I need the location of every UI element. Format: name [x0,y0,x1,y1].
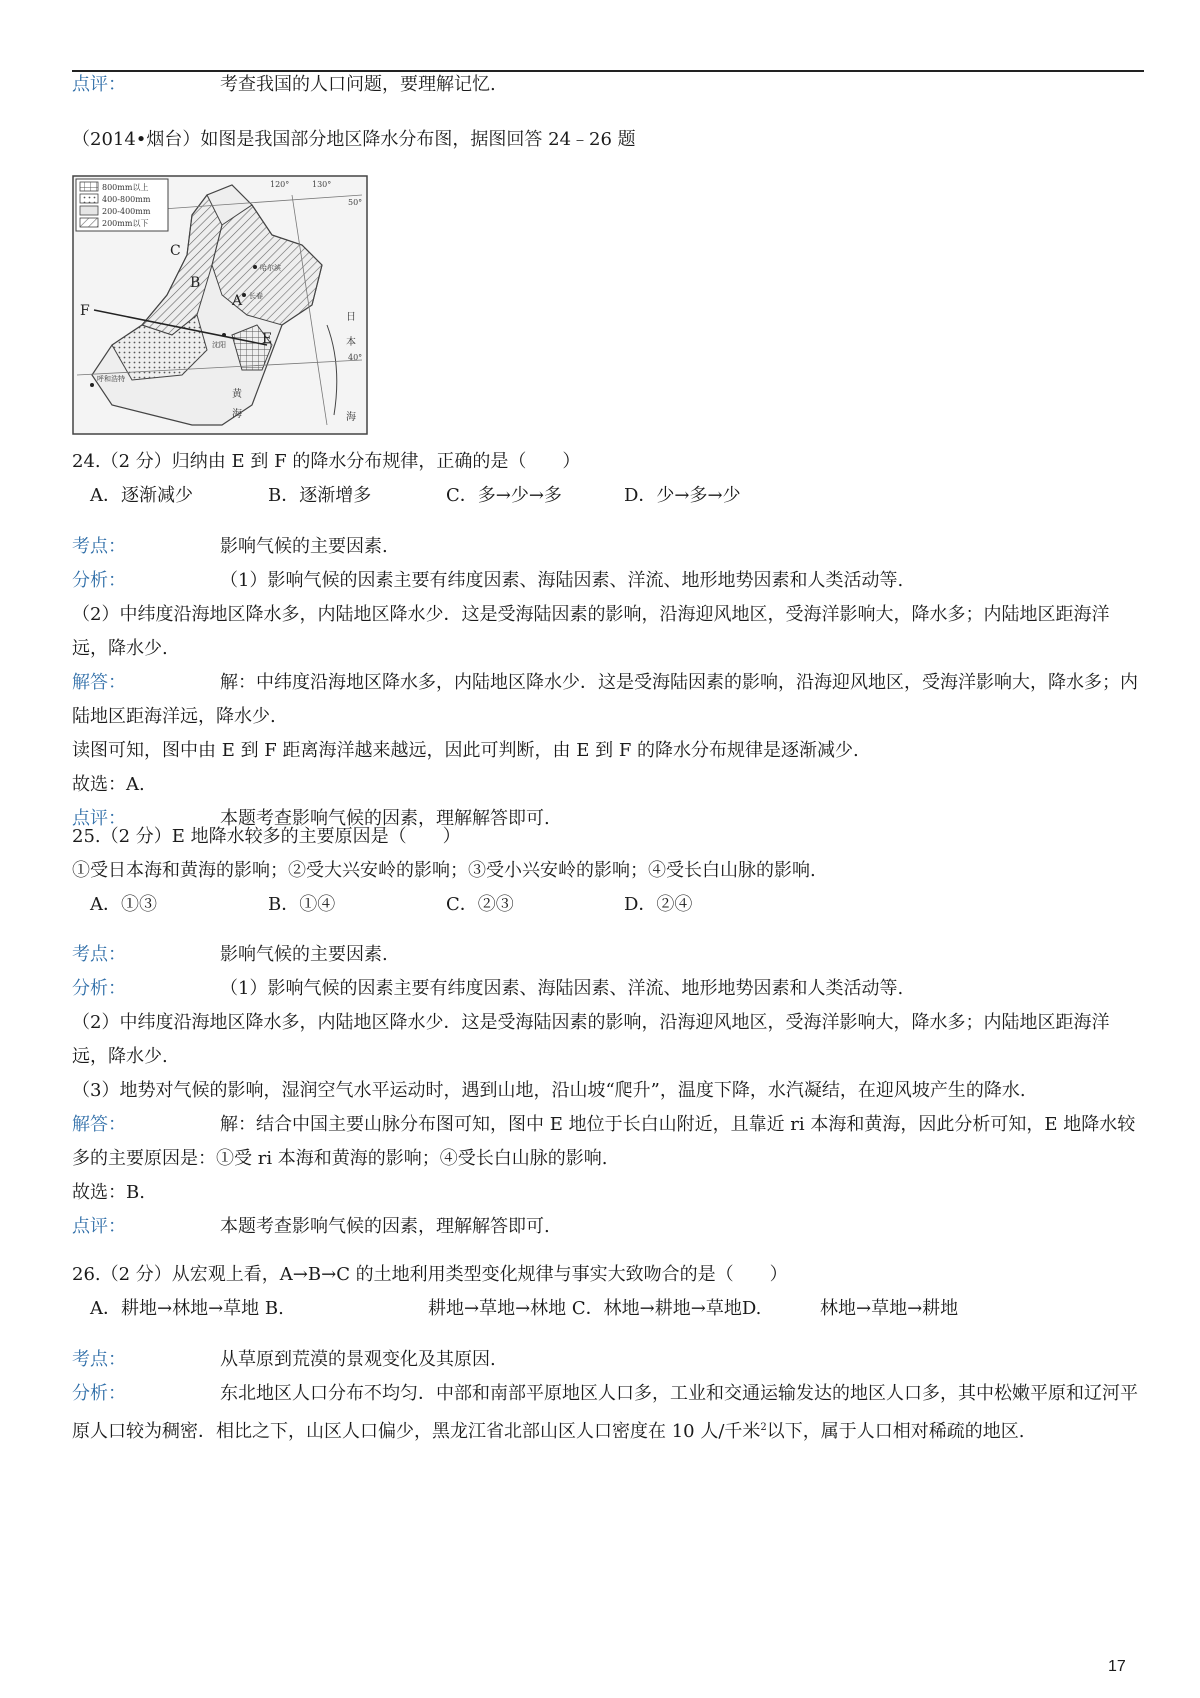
q24-guxuan: 故选：A. [72,774,145,795]
legend-swatch-4 [80,218,98,227]
intro-text: （2014•烟台）如图是我国部分地区降水分布图，据图回答 24﹣26 题 [72,129,636,150]
city-dot [242,293,246,297]
q26-option-b-c: 耕地→草地→林地 C．林地→耕地→草地D. [428,1298,762,1319]
q26-option-d: 林地→草地→耕地 [820,1298,959,1319]
sea-label: 海 [346,412,356,423]
q26-fenxi-label: 分析： [72,1383,126,1404]
legend-text: 400-800mm [102,195,151,204]
precipitation-map [72,175,368,435]
lat-label: 40° [348,353,363,362]
map-letter-b: B [190,275,201,291]
q24-jieda-line-1: 解：中纬度沿海地区降水多，内陆地区降水少．这是受海陆因素的影响，沿海迎风地区，受海洋影响大，降水多；内陆地区距海洋远，降水少. [72,672,1138,727]
q25-option-d: D．②④ [624,894,693,915]
city-label: 呼和浩特 [97,375,125,383]
q25-dianping-label: 点评： [72,1216,126,1237]
q25-fenxi-line-2: （2）中纬度沿海地区降水多，内陆地区降水少．这是受海陆因素的影响，沿海迎风地区，受海洋影响大，降水多；内陆地区距海洋远，降水少. [72,1012,1110,1067]
q24-option-c: C．多→少→多 [446,485,562,506]
q24-fenxi-label: 分析： [72,570,126,591]
city-label: 哈尔滨 [260,264,281,272]
q24-dianping-label: 点评： [72,808,126,829]
q25-fenxi-line-1: （1）影响气候的因素主要有纬度因素、海陆因素、洋流、地形地势因素和人类活动等. [220,978,904,999]
q25-fenxi-line-3: （3）地势对气候的影响，湿润空气水平运动时，遇到山地，沿山坡“爬升”，温度下降，水汽凝结，在迎风坡产生的降水. [72,1080,1026,1101]
sea-label: 日 [346,312,356,323]
q26-option-a: A．耕地→林地→草地 B. [90,1298,284,1319]
page-number: 17 [1108,1658,1126,1675]
map-letter-f: F [80,303,90,319]
q25-jieda-label: 解答： [72,1114,126,1135]
lon-label: 130° [312,180,332,189]
city-dot [90,383,94,387]
q24-kaodian-label: 考点： [72,536,126,557]
q26-fenxi-superscript: 2 [760,1422,767,1433]
map-letter-a: A [232,293,243,309]
q24-stem: 24.（2 分）归纳由 E 到 F 的降水分布规律，正确的是（ ） [72,451,581,472]
q25-stem: 25.（2 分）E 地降水较多的主要原因是（ ） [72,826,461,847]
legend-swatch-3 [80,206,98,215]
legend-text: 200-400mm [102,207,151,216]
q25-fenxi-label: 分析： [72,978,126,999]
city-dot [222,333,226,337]
map-letter-c: C [170,243,181,259]
q24-fenxi-line-1: （1）影响气候的因素主要有纬度因素、海陆因素、洋流、地形地势因素和人类活动等. [220,570,904,591]
q25-options [72,888,1142,922]
q24-jieda-label: 解答： [72,672,126,693]
q24-options [72,479,1142,513]
q26-fenxi-text: 东北地区人口分布不均匀．中部和南部平原地区人口多，工业和交通运输发达的地区人口多，其中松嫩平原和辽河平原人口较为稠密．相比之下，山区人口偏少，黑龙江省北部山区人口密度在 10 人/千米 [72,1383,1138,1442]
q24-kaodian-text: 影响气候的主要因素. [220,536,388,557]
q25-sub: ①受日本海和黄海的影响；②受大兴安岭的影响；③受小兴安岭的影响；④受长白山脉的影响. [72,860,816,881]
q25-analysis [72,938,1142,1244]
q25-jieda-text: 解：结合中国主要山脉分布图可知，图中 E 地位于长白山附近，且靠近 ri 本海和黄海，因此分析可知，E 地降水较多的主要原因是：①受 ri 本海和黄海的影响；④受长白山脉的影响. [72,1114,1136,1169]
city-label: 长春 [249,292,263,300]
q26-options [72,1292,1142,1326]
q25-kaodian-label: 考点： [72,944,126,965]
q25-option-b: B．①④ [268,894,336,915]
legend-text: 800mm以上 [102,183,149,192]
lon-label: 120° [270,180,290,189]
question-25 [72,820,1142,922]
q25-option-c: C．②③ [446,894,514,915]
intro [72,123,1142,157]
q24-option-a: A．逐渐减少 [90,485,193,506]
q24-fenxi-line-2: （2）中纬度沿海地区降水多，内陆地区降水少．这是受海陆因素的影响，沿海迎风地区，受海洋影响大，降水多；内陆地区距海洋远，降水少. [72,604,1110,659]
prev-comment-label: 点评： [72,74,126,95]
q24-option-d: D．少→多→少 [624,485,741,506]
legend-swatch-2 [80,194,98,203]
q25-kaodian-text: 影响气候的主要因素. [220,944,388,965]
legend-text: 200mm以下 [102,219,149,228]
sea-label: 本 [346,337,356,348]
prev-comment [72,68,1142,102]
q26-stem: 26.（2 分）从宏观上看，A→B→C 的土地利用类型变化规律与事实大致吻合的是（ ） [72,1264,788,1285]
q24-dianping-text: 本题考查影响气候的因素，理解解答即可. [220,808,550,829]
sea-label: 海 [232,409,242,420]
legend-swatch-1 [80,182,98,191]
q25-option-a: A．①③ [90,894,157,915]
q26-fenxi-text-end: 以下，属于人口相对稀疏的地区. [766,1421,1025,1442]
q24-jieda-line-2: 读图可知，图中由 E 到 F 距离海洋越来越远，因此可判断，由 E 到 F 的降水分布规律是逐渐减少. [72,740,859,761]
q24-option-b: B．逐渐增多 [268,485,372,506]
sea-label: 黄 [232,389,242,400]
question-26 [72,1258,1142,1326]
lat-label: 50° [348,198,363,207]
q25-guxuan: 故选：B. [72,1182,145,1203]
q26-kaodian-label: 考点： [72,1349,126,1370]
question-24 [72,445,1142,513]
city-dot [253,265,257,269]
prev-comment-text: 考查我国的人口问题，要理解记忆. [220,74,496,95]
q25-dianping-text: 本题考查影响气候的因素，理解解答即可. [220,1216,550,1237]
q26-kaodian-text: 从草原到荒漠的景观变化及其原因. [220,1349,496,1370]
map-letter-e: E [262,331,273,347]
q24-analysis [72,530,1142,836]
q26-analysis [72,1343,1142,1449]
city-label: 沈阳 [212,341,226,349]
